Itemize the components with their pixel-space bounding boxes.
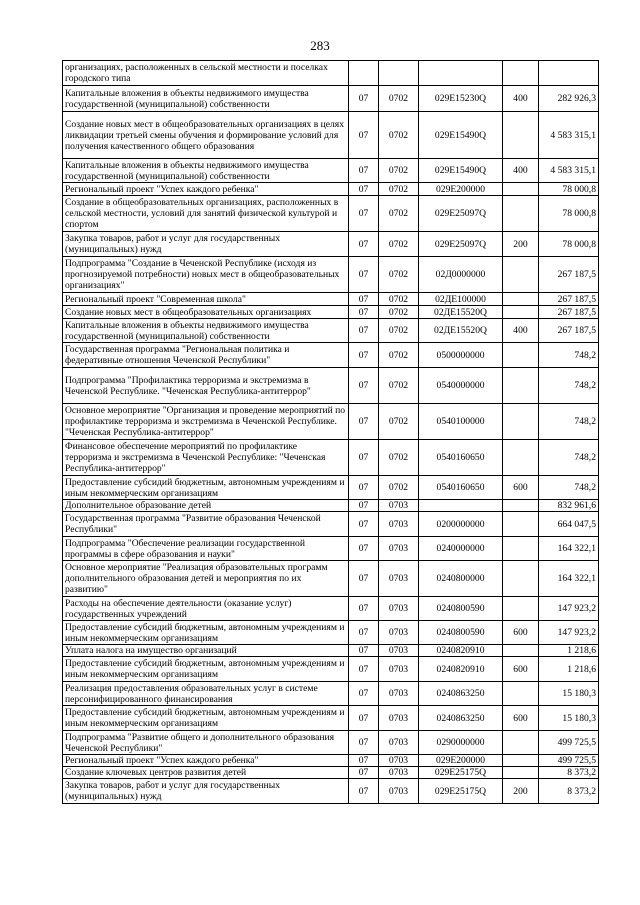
row-name: Основное мероприятие "Реализация образовательных программ дополнительного образования детей и мероприятия по их развитию" bbox=[63, 561, 349, 597]
row-expense-type bbox=[503, 537, 539, 561]
row-subsection: 0702 bbox=[379, 183, 419, 196]
row-subsection: 0703 bbox=[379, 657, 419, 682]
row-name: Создание новых мест в общеобразовательных организациях bbox=[63, 306, 349, 319]
table-row bbox=[63, 293, 599, 306]
row-target-code: 0540100000 bbox=[419, 404, 503, 440]
row-section: 07 bbox=[349, 306, 379, 319]
row-expense-type bbox=[503, 306, 539, 319]
row-section: 07 bbox=[349, 645, 379, 657]
row-target-code bbox=[419, 500, 503, 512]
table-row bbox=[63, 512, 599, 537]
row-section: 07 bbox=[349, 755, 379, 767]
row-section: 07 bbox=[349, 621, 379, 645]
table-row bbox=[63, 159, 599, 183]
row-subsection: 0703 bbox=[379, 755, 419, 767]
row-subsection: 0703 bbox=[379, 561, 419, 597]
row-target-code: 029Е25175Q bbox=[419, 767, 503, 779]
table-row bbox=[63, 500, 599, 512]
row-amount: 748,2 bbox=[539, 368, 599, 404]
row-target-code: 029Е15490Q bbox=[419, 159, 503, 183]
row-expense-type: 600 bbox=[503, 621, 539, 645]
row-name: Капитальные вложения в объекты недвижимого имущества государственной (муниципальной) собственности bbox=[63, 319, 349, 343]
row-target-code: 029Е200000 bbox=[419, 755, 503, 767]
row-amount: 4 583 315,1 bbox=[539, 159, 599, 183]
row-expense-type bbox=[503, 500, 539, 512]
row-name: Региональный проект "Современная школа" bbox=[63, 293, 349, 306]
row-section: 07 bbox=[349, 767, 379, 779]
row-name: Капитальные вложения в объекты недвижимого имущества государственной (муниципальной) собственности bbox=[63, 86, 349, 112]
row-expense-type bbox=[503, 196, 539, 232]
row-target-code: 0240863250 bbox=[419, 706, 503, 731]
row-target-code: 0200000000 bbox=[419, 512, 503, 537]
row-section: 07 bbox=[349, 159, 379, 183]
row-name: Предоставление субсидий бюджетным, автономным учреждениям и иным некоммерческим организациям bbox=[63, 706, 349, 731]
row-target-code: 0290000000 bbox=[419, 731, 503, 755]
row-subsection: 0703 bbox=[379, 779, 419, 804]
row-section: 07 bbox=[349, 293, 379, 306]
row-name: Закупка товаров, работ и услуг для государственных (муниципальных) нужд bbox=[63, 232, 349, 257]
row-name: Создание новых мест в общеобразовательных организациях в целях ликвидации третьей смены обучения и формирование условий для получения качественного общего образования bbox=[63, 112, 349, 159]
row-subsection: 0703 bbox=[379, 500, 419, 512]
row-subsection: 0702 bbox=[379, 440, 419, 476]
table-row bbox=[63, 779, 599, 804]
row-name: Предоставление субсидий бюджетным, автономным учреждениям и иным некоммерческим организациям bbox=[63, 621, 349, 645]
row-section: 07 bbox=[349, 657, 379, 682]
row-subsection: 0702 bbox=[379, 232, 419, 257]
row-amount: 499 725,5 bbox=[539, 731, 599, 755]
row-section: 07 bbox=[349, 404, 379, 440]
row-expense-type bbox=[503, 404, 539, 440]
row-section: 07 bbox=[349, 343, 379, 368]
row-target-code: 02ДЕ15520Q bbox=[419, 319, 503, 343]
row-amount: 78 000,8 bbox=[539, 196, 599, 232]
row-target-code: 0240800000 bbox=[419, 561, 503, 597]
table-row bbox=[63, 183, 599, 196]
table-row bbox=[63, 657, 599, 682]
row-target-code: 0500000000 bbox=[419, 343, 503, 368]
table-row bbox=[63, 86, 599, 112]
row-subsection: 0702 bbox=[379, 476, 419, 500]
row-subsection: 0702 bbox=[379, 112, 419, 159]
row-amount: 15 180,3 bbox=[539, 706, 599, 731]
row-subsection: 0703 bbox=[379, 512, 419, 537]
row-name: Создание в общеобразовательных организациях, расположенных в сельской местности, условий для занятий физической культурой и спортом bbox=[63, 196, 349, 232]
row-target-code bbox=[419, 61, 503, 86]
row-name: Расходы на обеспечение деятельности (оказание услуг) государственных учреждений bbox=[63, 597, 349, 621]
row-name: Капитальные вложения в объекты недвижимого имущества государственной (муниципальной) собственности bbox=[63, 159, 349, 183]
table-row bbox=[63, 767, 599, 779]
table-row bbox=[63, 196, 599, 232]
row-amount: 8 373,2 bbox=[539, 779, 599, 804]
table-row bbox=[63, 306, 599, 319]
row-expense-type: 400 bbox=[503, 159, 539, 183]
row-amount: 748,2 bbox=[539, 440, 599, 476]
row-amount: 164 322,1 bbox=[539, 561, 599, 597]
row-expense-type: 400 bbox=[503, 86, 539, 112]
table-row bbox=[63, 731, 599, 755]
row-section: 07 bbox=[349, 112, 379, 159]
row-expense-type: 600 bbox=[503, 706, 539, 731]
row-target-code: 0240863250 bbox=[419, 682, 503, 706]
row-section: 07 bbox=[349, 706, 379, 731]
row-target-code: 029Е200000 bbox=[419, 183, 503, 196]
row-section: 07 bbox=[349, 440, 379, 476]
row-name: Финансовое обеспечение мероприятий по профилактике терроризма и экстремизма в Чеченской Республике: "Чеченская Республика-антитеррор" bbox=[63, 440, 349, 476]
row-expense-type bbox=[503, 257, 539, 293]
row-section: 07 bbox=[349, 257, 379, 293]
row-name: Подпрограмма "Развитие общего и дополнительного образования Чеченской Республики" bbox=[63, 731, 349, 755]
row-subsection: 0703 bbox=[379, 682, 419, 706]
row-name: Государственная программа "Региональная политика и федеративные отношения Чеченской Республики" bbox=[63, 343, 349, 368]
row-subsection: 0703 bbox=[379, 706, 419, 731]
row-name: Реализация предоставления образовательных услуг в системе персонифицированного финансирования bbox=[63, 682, 349, 706]
row-subsection bbox=[379, 61, 419, 86]
row-subsection: 0702 bbox=[379, 293, 419, 306]
row-subsection: 0702 bbox=[379, 343, 419, 368]
row-name: Предоставление субсидий бюджетным, автономным учреждениям и иным некоммерческим организациям bbox=[63, 476, 349, 500]
row-expense-type: 600 bbox=[503, 657, 539, 682]
row-amount: 1 218,6 bbox=[539, 645, 599, 657]
row-section: 07 bbox=[349, 476, 379, 500]
row-subsection: 0702 bbox=[379, 404, 419, 440]
row-subsection: 0702 bbox=[379, 86, 419, 112]
row-subsection: 0703 bbox=[379, 537, 419, 561]
row-subsection: 0703 bbox=[379, 767, 419, 779]
row-section: 07 bbox=[349, 183, 379, 196]
row-name: Предоставление субсидий бюджетным, автономным учреждениям и иным некоммерческим организациям bbox=[63, 657, 349, 682]
row-section: 07 bbox=[349, 319, 379, 343]
row-target-code: 02ДЕ15520Q bbox=[419, 306, 503, 319]
row-expense-type bbox=[503, 561, 539, 597]
row-subsection: 0702 bbox=[379, 306, 419, 319]
row-target-code: 029Е15230Q bbox=[419, 86, 503, 112]
row-target-code: 029Е15490Q bbox=[419, 112, 503, 159]
row-amount: 147 923,2 bbox=[539, 597, 599, 621]
budget-table bbox=[62, 60, 599, 804]
row-section: 07 bbox=[349, 368, 379, 404]
row-expense-type bbox=[503, 767, 539, 779]
row-expense-type bbox=[503, 597, 539, 621]
row-subsection: 0703 bbox=[379, 597, 419, 621]
row-amount: 267 187,5 bbox=[539, 257, 599, 293]
row-amount: 78 000,8 bbox=[539, 232, 599, 257]
table-row bbox=[63, 621, 599, 645]
row-name: Подпрограмма "Обеспечение реализации государственной программы в сфере образования и науки" bbox=[63, 537, 349, 561]
row-amount: 748,2 bbox=[539, 343, 599, 368]
table-row bbox=[63, 232, 599, 257]
row-amount: 748,2 bbox=[539, 404, 599, 440]
table-row bbox=[63, 112, 599, 159]
row-amount: 832 961,6 bbox=[539, 500, 599, 512]
row-section: 07 bbox=[349, 597, 379, 621]
row-expense-type bbox=[503, 440, 539, 476]
row-name: Государственная программа "Развитие образования Чеченской Республики" bbox=[63, 512, 349, 537]
row-section: 07 bbox=[349, 512, 379, 537]
row-section: 07 bbox=[349, 86, 379, 112]
row-section bbox=[349, 61, 379, 86]
row-subsection: 0703 bbox=[379, 645, 419, 657]
row-amount: 499 725,5 bbox=[539, 755, 599, 767]
row-section: 07 bbox=[349, 731, 379, 755]
row-name: Подпрограмма "Профилактика терроризма и экстремизма в Чеченской Республике. "Чеченская Республика-антитеррор" bbox=[63, 368, 349, 404]
row-target-code: 02Д0000000 bbox=[419, 257, 503, 293]
row-name: Уплата налога на имущество организаций bbox=[63, 645, 349, 657]
row-amount: 15 180,3 bbox=[539, 682, 599, 706]
row-amount: 4 583 315,1 bbox=[539, 112, 599, 159]
row-target-code: 029Е25097Q bbox=[419, 196, 503, 232]
row-amount bbox=[539, 61, 599, 86]
row-target-code: 0540000000 bbox=[419, 368, 503, 404]
row-amount: 664 047,5 bbox=[539, 512, 599, 537]
table-row bbox=[63, 257, 599, 293]
row-expense-type bbox=[503, 682, 539, 706]
table-row bbox=[63, 368, 599, 404]
row-expense-type: 200 bbox=[503, 779, 539, 804]
row-amount: 748,2 bbox=[539, 476, 599, 500]
row-subsection: 0703 bbox=[379, 621, 419, 645]
row-subsection: 0702 bbox=[379, 368, 419, 404]
row-target-code: 0240800590 bbox=[419, 621, 503, 645]
row-expense-type bbox=[503, 731, 539, 755]
row-name: Основное мероприятие "Организация и проведение мероприятий по профилактике терроризма и экстремизма в Чеченской Республике. "Чеченская Республика-антитеррор" bbox=[63, 404, 349, 440]
row-expense-type bbox=[503, 512, 539, 537]
row-section: 07 bbox=[349, 779, 379, 804]
row-expense-type bbox=[503, 343, 539, 368]
row-target-code: 0540160650 bbox=[419, 440, 503, 476]
row-subsection: 0702 bbox=[379, 319, 419, 343]
row-expense-type bbox=[503, 755, 539, 767]
table-row bbox=[63, 537, 599, 561]
table-row bbox=[63, 682, 599, 706]
table-row bbox=[63, 561, 599, 597]
row-name: Региональный проект "Успех каждого ребенка" bbox=[63, 755, 349, 767]
row-name: организациях, расположенных в сельской местности и поселках городского типа bbox=[63, 61, 349, 86]
table-row bbox=[63, 645, 599, 657]
table-row bbox=[63, 706, 599, 731]
row-expense-type: 600 bbox=[503, 476, 539, 500]
row-section: 07 bbox=[349, 196, 379, 232]
row-amount: 164 322,1 bbox=[539, 537, 599, 561]
row-subsection: 0702 bbox=[379, 196, 419, 232]
table-row bbox=[63, 440, 599, 476]
table-row bbox=[63, 319, 599, 343]
row-name: Региональный проект "Успех каждого ребенка" bbox=[63, 183, 349, 196]
row-section: 07 bbox=[349, 232, 379, 257]
row-target-code: 0240800590 bbox=[419, 597, 503, 621]
row-target-code: 02ДЕ100000 bbox=[419, 293, 503, 306]
row-target-code: 0540160650 bbox=[419, 476, 503, 500]
row-name: Дополнительное образование детей bbox=[63, 500, 349, 512]
row-expense-type bbox=[503, 183, 539, 196]
row-amount: 282 926,3 bbox=[539, 86, 599, 112]
row-name: Подпрограмма "Создание в Чеченской Республике (исходя из прогнозируемой потребности) новых мест в общеобразовательных организациях" bbox=[63, 257, 349, 293]
page-number: 283 bbox=[310, 38, 330, 53]
row-expense-type bbox=[503, 368, 539, 404]
row-amount: 267 187,5 bbox=[539, 319, 599, 343]
row-name: Создание ключевых центров развития детей bbox=[63, 767, 349, 779]
table-row bbox=[63, 343, 599, 368]
row-expense-type: 200 bbox=[503, 232, 539, 257]
table-row bbox=[63, 404, 599, 440]
row-amount: 267 187,5 bbox=[539, 293, 599, 306]
table-row bbox=[63, 597, 599, 621]
table-row bbox=[63, 61, 599, 86]
row-name: Закупка товаров, работ и услуг для государственных (муниципальных) нужд bbox=[63, 779, 349, 804]
row-section: 07 bbox=[349, 561, 379, 597]
row-amount: 1 218,6 bbox=[539, 657, 599, 682]
row-target-code: 0240820910 bbox=[419, 645, 503, 657]
row-section: 07 bbox=[349, 500, 379, 512]
row-expense-type bbox=[503, 61, 539, 86]
row-amount: 78 000,8 bbox=[539, 183, 599, 196]
row-expense-type bbox=[503, 293, 539, 306]
row-amount: 267 187,5 bbox=[539, 306, 599, 319]
row-section: 07 bbox=[349, 537, 379, 561]
table-row bbox=[63, 755, 599, 767]
row-target-code: 0240000000 bbox=[419, 537, 503, 561]
row-expense-type: 400 bbox=[503, 319, 539, 343]
row-expense-type bbox=[503, 112, 539, 159]
row-amount: 147 923,2 bbox=[539, 621, 599, 645]
row-target-code: 029Е25097Q bbox=[419, 232, 503, 257]
row-target-code: 0240820910 bbox=[419, 657, 503, 682]
row-subsection: 0702 bbox=[379, 257, 419, 293]
row-subsection: 0703 bbox=[379, 731, 419, 755]
row-amount: 8 373,2 bbox=[539, 767, 599, 779]
row-expense-type bbox=[503, 645, 539, 657]
table-row bbox=[63, 476, 599, 500]
row-section: 07 bbox=[349, 682, 379, 706]
row-target-code: 029Е25175Q bbox=[419, 779, 503, 804]
row-subsection: 0702 bbox=[379, 159, 419, 183]
